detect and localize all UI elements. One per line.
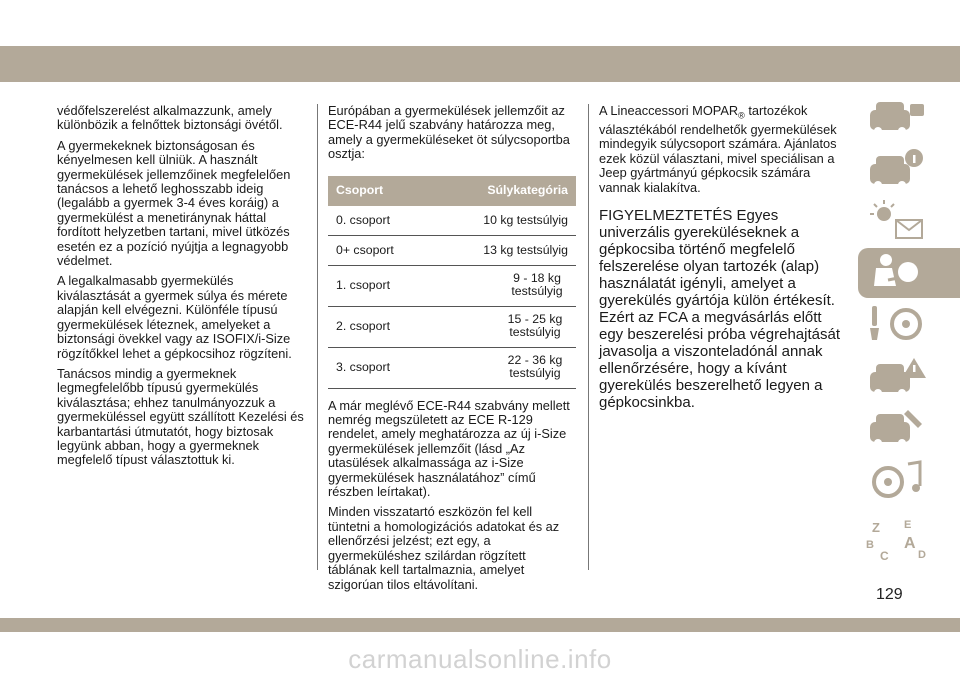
table-cell: 0+ csoport bbox=[328, 235, 431, 265]
table-cell: 1. csoport bbox=[328, 265, 431, 306]
paragraph: védőfelszerelést alkalmazzunk, amely különbözik a felnőttek biztonsági övétől. bbox=[57, 103, 283, 133]
watermark: carmanualsonline.info bbox=[348, 644, 612, 674]
index-az-icon[interactable] bbox=[858, 512, 960, 562]
paragraph: A már meglévő ECE-R44 szabvány mellett nemrég megszületett az ECE R-129 rendelet, amely meghatározza az új i-Size gyermekülések jellemzőit (lásd „Az utasülések alkalmassága az i-Size gyermekülések használatához” című részben leírtakat). bbox=[328, 397, 570, 500]
mopar-text: A Lineaccessori MOPAR bbox=[599, 103, 739, 118]
child-seat-airbag-icon[interactable] bbox=[858, 248, 960, 298]
table-header: Súlykategória bbox=[431, 176, 576, 206]
text-column-3 bbox=[599, 104, 849, 417]
bottom-band bbox=[0, 618, 960, 632]
table-cell: 22 - 36 kg testsúlyig bbox=[507, 353, 563, 381]
index-letter: C bbox=[880, 549, 889, 563]
paragraph: A legalkalmasabb gyermekülés kiválasztását a gyermek súlya és mérete alapján kell elvégezni. Különféle típusú gyermekülések léteznek, amelyeket a biztonsági övekkel vagy az ISOFIX/i-Size rögzítőkkel lehet a gépkocsihoz rögzíteni. bbox=[57, 273, 292, 361]
paragraph: A gyermekeknek biztonságosan és kényelmesen kell ülniük. A használt gyermekülések jellemzőinek megfelelően tanácsos a lehető leghosszabb ideig (legalább a gyermek 3-4 éves koráig) a gyermekülést a menetiránynak háttal fordított helyzetben tartani, mivel ütközés esetén ez a pozíció nyújtja a legnagyobb védelmet. bbox=[57, 137, 291, 269]
car-service-icon[interactable] bbox=[858, 404, 960, 454]
table-row bbox=[328, 265, 576, 306]
column-divider bbox=[588, 104, 589, 570]
index-letter: Z bbox=[872, 520, 880, 535]
multimedia-icon[interactable] bbox=[858, 456, 960, 506]
car-warning-icon[interactable] bbox=[858, 352, 960, 402]
mopar-text-rest: tartozékok választékából rendelhetők gyermekülések mindegyik súlycsoport számára. Ajánlatos ezek közül választani, mivel speciálisan a Jeep gyártmányú gépkocsik számára vannak kialakítva. bbox=[599, 103, 837, 195]
paragraph: Európában a gyermekülések jellemzőit az ECE-R44 jelű szabvány határozza meg, amely a gyermeküléseket öt súlycsoportba osztja: bbox=[328, 103, 570, 162]
index-letter: B bbox=[866, 539, 874, 551]
paragraph bbox=[599, 104, 849, 195]
table-cell: 9 - 18 kg testsúlyig bbox=[511, 271, 563, 299]
index-letter: D bbox=[918, 549, 926, 561]
index-letter: E bbox=[904, 519, 912, 531]
table-row bbox=[328, 306, 576, 347]
top-band bbox=[0, 46, 960, 82]
paragraph: Minden visszatartó eszközön fel kell tüntetni a homologizációs adatokat és az ellenőrzési jelzést; ezt egy, a gyermeküléshez szilárdan rögzített táblának kell tartalmaznia, amelyet szigorúan tilos eltávolítani. bbox=[328, 504, 560, 592]
text-column-1 bbox=[57, 104, 307, 474]
table-cell: 0. csoport bbox=[328, 206, 431, 236]
table-cell: 13 kg testsúlyig bbox=[431, 235, 576, 265]
table-row bbox=[328, 347, 576, 388]
table-header: Csoport bbox=[328, 176, 431, 206]
table-row bbox=[328, 235, 576, 265]
text-column-2 bbox=[328, 104, 576, 598]
table-cell: 10 kg testsúlyig bbox=[431, 206, 576, 236]
index-letter: A bbox=[904, 535, 916, 552]
car-info-icon[interactable] bbox=[858, 144, 960, 194]
registered-mark: ® bbox=[738, 110, 745, 121]
car-dashboard-icon[interactable] bbox=[858, 92, 960, 142]
warning-title: FIGYELMEZTETÉS bbox=[599, 206, 733, 224]
warning-text: Egyes univerzális gyereküléseknek a gépkocsiba történő megfelelő felszerelése olyan tartozék (alap) használatát igényli, amelyet a gyerekülés gyártója külön értékesít. Ezért az FCA a megvásárlás előtt egy beszerelési próba végrehajtását javasolja a viszonteladónál annak ellenőrzésére, hogy a kívánt gyerekülés beszerelhető legyen a gépkocsinkba. bbox=[599, 206, 840, 411]
table-cell-wrap bbox=[431, 347, 576, 388]
table-cell: 3. csoport bbox=[328, 347, 431, 388]
page-number: 129 bbox=[876, 586, 903, 603]
steering-service-icon[interactable] bbox=[858, 300, 960, 350]
paragraph: Tanácsos mindig a gyermeknek legmegfelelőbb típusú gyermekülés kiválasztása; ehhez tanulmányozzuk a gyermeküléssel együtt szállított Kezelési és karbantartási útmutatót, hogy biztosak legyünk abban, hogy a gyermeknek megfelelő típust választottuk ki. bbox=[57, 365, 304, 468]
table-cell: 2. csoport bbox=[328, 306, 431, 347]
table-header-row bbox=[328, 176, 576, 206]
warning-lights-icon[interactable] bbox=[858, 196, 960, 246]
column-divider bbox=[317, 104, 318, 570]
warning-block bbox=[599, 207, 849, 411]
weight-group-table bbox=[328, 176, 576, 389]
table-row bbox=[328, 206, 576, 236]
table-cell-wrap bbox=[431, 306, 576, 347]
table-cell-wrap bbox=[431, 265, 576, 306]
table-cell: 15 - 25 kg testsúlyig bbox=[507, 312, 563, 340]
